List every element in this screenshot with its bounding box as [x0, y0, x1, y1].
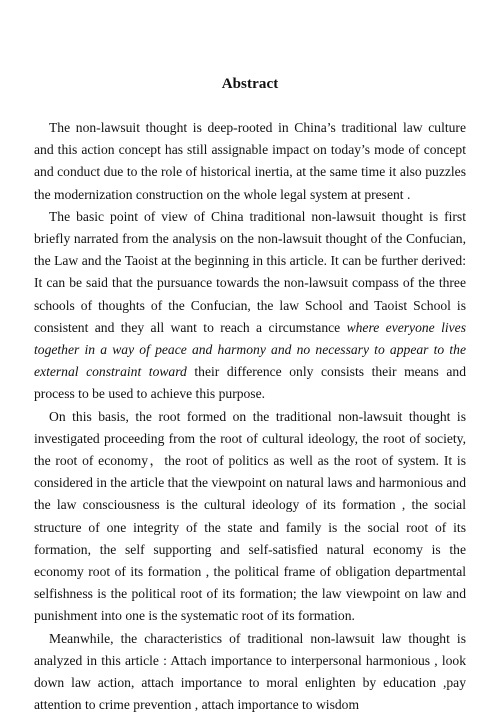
paragraph-intro: The non-lawsuit thought is deep-rooted in China’s traditional law culture and this action concept has still assignable impact on today’s mode of concept and conduct due to the role of historical inertia, at the same time it also puzzles the modernization construction on the whole legal system at present .	[34, 120, 466, 202]
paragraph-schools-tail: their difference only consists their means and process to be used to achieve this purpose.	[34, 364, 466, 402]
paragraph-schools	[34, 206, 466, 406]
abstract-body	[34, 117, 466, 716]
paragraph-schools-text: The basic point of view of China traditional non-lawsuit thought is first briefly narrated from the analysis on the non-lawsuit thought of the Confucian, the Law and the Taoist at the beginning in this article. It can be further derived: It can be said that the pursuance towards the non-lawsuit compass of the three schools of thoughts of the Confucian, the law School and Taoist School is consistent and they all want to reach a circumstance	[34, 208, 466, 335]
paragraph-roots: On this basis, the root formed on the traditional non-lawsuit thought is investigated proceeding from the root of cultural ideology, the root of society, the root of economy，the root of politics as well as the root of system. It is considered in the article that the viewpoint on natural laws and harmonious and the law consciousness is the cultural ideology of its formation , the social structure of one integrity of the state and family is the social root of its formation, the self supporting and self-satisfied natural economy is the economy root of its formation , the political frame of obligation departmental selfishness is the political root of its formation; the law viewpoint on law and punishment into one is the systematic root of its formation.	[34, 408, 466, 624]
page-title: Abstract	[221, 76, 279, 92]
italic-emphasis: where everyone lives together in a way of peace and harmony and no necessary to appear to the external constraint toward	[34, 319, 466, 380]
paragraph-characteristics: Meanwhile, the characteristics of traditional non-lawsuit law thought is analyzed in this article : Attach importance to interpersonal harmonious , look down law action, attach importance to moral enlighten by education ,pay attention to crime prevention , attach importance to wisdom	[34, 630, 466, 713]
